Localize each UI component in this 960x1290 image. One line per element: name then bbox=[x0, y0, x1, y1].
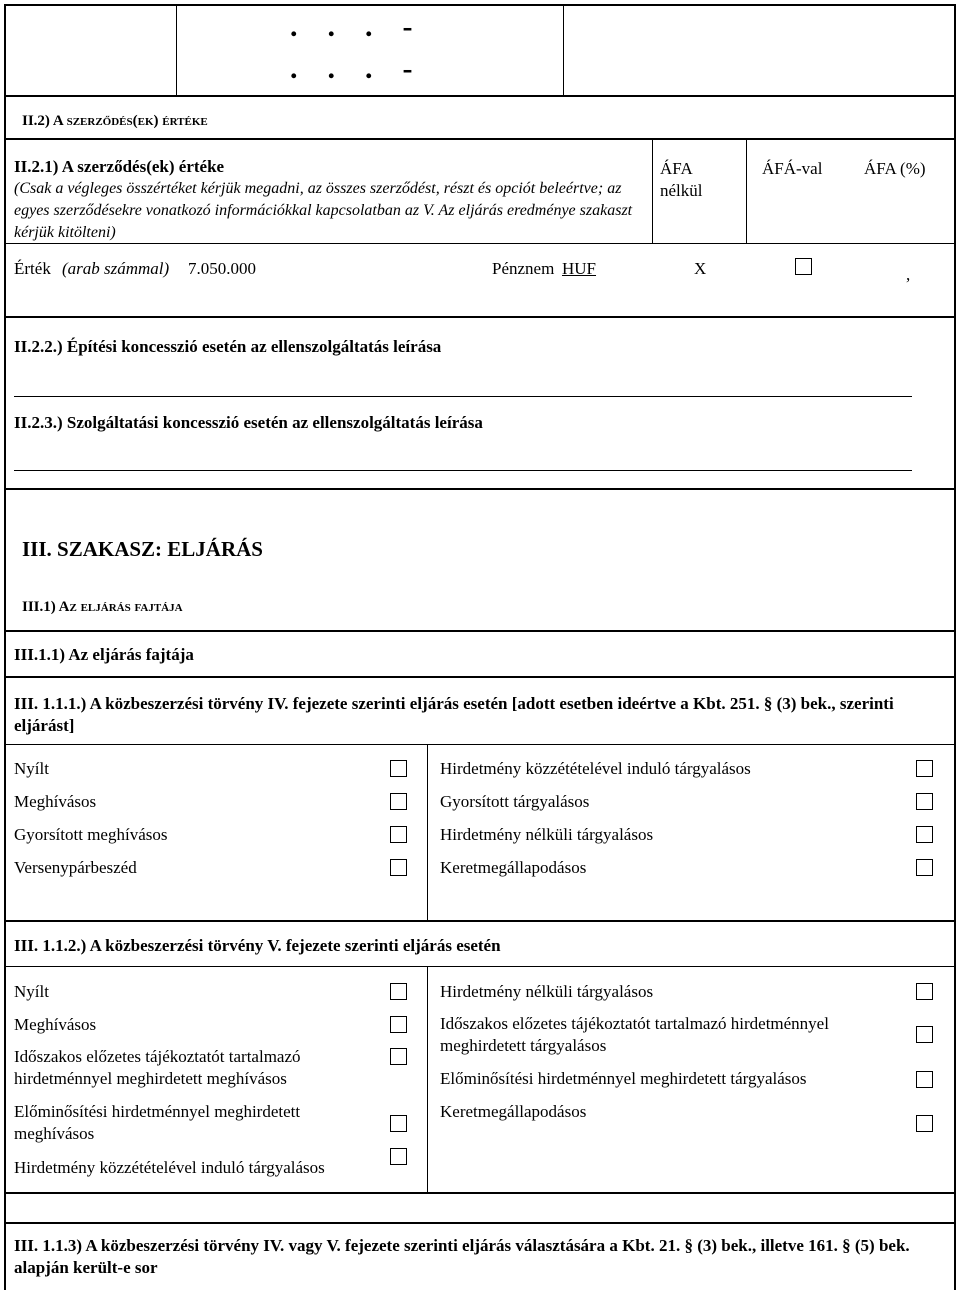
iv-right-checkbox-2[interactable] bbox=[916, 826, 933, 843]
v-left-label-3: Előminősítési hirdetménnyel meghirdetett meghívásos bbox=[14, 1102, 301, 1143]
v-right-label-0: Hirdetmény nélküli tárgyalásos bbox=[440, 982, 654, 1001]
top-box-bottom bbox=[4, 95, 956, 97]
frame-right bbox=[954, 4, 956, 1290]
section-iii-title: III. SZAKASZ: ELJÁRÁS bbox=[22, 537, 263, 561]
section-ii22-heading: II.2.2.) Építési koncesszió esetén az ellenszolgáltatás leírása bbox=[14, 337, 442, 356]
iii112-bottom-2 bbox=[4, 1222, 956, 1224]
top-box-divider-1 bbox=[176, 4, 177, 96]
iv-left-label-1: Meghívásos bbox=[14, 792, 97, 811]
iv-right-checkbox-0[interactable] bbox=[916, 760, 933, 777]
section-iii111-heading: III. 1.1.1.) A közbeszerzési törvény IV. fejezete szerinti eljárás esetén [adott esetben ideértve a Kbt. 251. § (3) bek., szerinti eljárást] bbox=[14, 694, 894, 735]
ii2-divider bbox=[4, 138, 956, 140]
iv-left-checkbox-1[interactable] bbox=[390, 793, 407, 810]
iv-right-label-0: Hirdetmény közzétételével induló tárgyalásos bbox=[440, 759, 751, 778]
section-iii1-title: III.1) Az eljárás fajtája bbox=[22, 599, 183, 615]
section-ii23-heading: II.2.3.) Szolgáltatási koncesszió esetén az ellenszolgáltatás leírása bbox=[14, 413, 483, 432]
afa-nelkul-mark[interactable]: X bbox=[694, 259, 707, 278]
iii112-col-divider bbox=[427, 966, 428, 1192]
section-iii11-heading: III.1.1) Az eljárás fajtája bbox=[14, 645, 194, 664]
iii112-bottom bbox=[4, 1192, 956, 1194]
ii23-answer-line[interactable] bbox=[14, 470, 912, 471]
col-afa-val: ÁFÁ-val bbox=[762, 159, 823, 178]
iv-right-label-3: Keretmegállapodásos bbox=[440, 858, 587, 877]
section-ii21-heading: II.2.1) A szerződés(ek) értéke bbox=[14, 157, 225, 176]
afa-val-checkbox[interactable] bbox=[795, 258, 812, 275]
ii22-answer-line[interactable] bbox=[14, 396, 912, 397]
ertek-value[interactable]: 7.050.000 bbox=[188, 259, 256, 278]
v-left-checkbox-4[interactable] bbox=[390, 1148, 407, 1165]
iv-left-checkbox-3[interactable] bbox=[390, 859, 407, 876]
v-right-checkbox-0[interactable] bbox=[916, 983, 933, 1000]
iv-left-checkbox-2[interactable] bbox=[390, 826, 407, 843]
ertek-hint: (arab számmal) bbox=[62, 259, 170, 278]
v-right-checkbox-2[interactable] bbox=[916, 1071, 933, 1088]
iii111-col-divider bbox=[427, 744, 428, 920]
top-box-divider-2 bbox=[563, 4, 564, 96]
iii111-divider bbox=[4, 744, 956, 745]
ii21-row-divider bbox=[4, 243, 956, 244]
iv-right-checkbox-3[interactable] bbox=[916, 859, 933, 876]
ii23-bottom bbox=[4, 488, 956, 490]
iii111-bottom bbox=[4, 920, 956, 922]
section-iii112-heading: III. 1.1.2.) A közbeszerzési törvény V. fejezete szerinti eljárás esetén bbox=[14, 936, 501, 955]
v-left-label-2: Időszakos előzetes tájékoztatót tartalmazó hirdetménnyel meghirdetett meghívásos bbox=[14, 1047, 301, 1088]
v-right-label-3: Keretmegállapodásos bbox=[440, 1102, 587, 1121]
iv-left-label-0: Nyílt bbox=[14, 759, 49, 778]
v-left-label-1: Meghívásos bbox=[14, 1015, 97, 1034]
iii112-divider bbox=[4, 966, 956, 967]
v-right-checkbox-1[interactable] bbox=[916, 1026, 933, 1043]
penznem-value[interactable]: HUF bbox=[562, 259, 597, 278]
v-left-checkbox-2[interactable] bbox=[390, 1048, 407, 1065]
frame-left bbox=[4, 4, 6, 1290]
iii1-divider bbox=[4, 630, 956, 632]
iv-left-checkbox-0[interactable] bbox=[390, 760, 407, 777]
v-left-label-4: Hirdetmény közzétételével induló tárgyalásos bbox=[14, 1158, 325, 1177]
ii21-col-divider-2 bbox=[746, 140, 747, 244]
v-right-label-2: Előminősítési hirdetménnyel meghirdetett tárgyalásos bbox=[440, 1069, 807, 1088]
iv-left-label-2: Gyorsított meghívásos bbox=[14, 825, 168, 844]
top-box-dots-2: . . . - bbox=[290, 52, 413, 85]
iv-right-checkbox-1[interactable] bbox=[916, 793, 933, 810]
v-left-checkbox-3[interactable] bbox=[390, 1115, 407, 1132]
section-ii21-note: (Csak a végleges összértéket kérjük megadni, az összes szerződést, részt és opciót beleértve; az egyes szerződésekre vonatkozó információkkal kapcsolatban az V. Az eljárás eredménye szakaszt kérjük kitölteni) bbox=[14, 180, 633, 241]
v-right-label-1: Időszakos előzetes tájékoztatót tartalmazó hirdetménnyel meghirdetett tárgyalásos bbox=[440, 1014, 829, 1055]
ertek-label: Érték bbox=[14, 259, 51, 278]
ii21-col-divider bbox=[652, 140, 653, 244]
afa-pct-value[interactable]: , bbox=[906, 265, 911, 284]
v-left-label-0: Nyílt bbox=[14, 982, 49, 1001]
v-left-checkbox-0[interactable] bbox=[390, 983, 407, 1000]
ii21-bottom bbox=[4, 316, 956, 318]
section-ii2-heading: II.2) A szerződés(ek) értéke bbox=[22, 113, 208, 129]
iii11-divider bbox=[4, 676, 956, 678]
iv-left-label-3: Versenypárbeszéd bbox=[14, 858, 137, 877]
iv-right-label-1: Gyorsított tárgyalásos bbox=[440, 792, 590, 811]
col-afa-nelkul: ÁFA nélkül bbox=[660, 159, 703, 200]
col-afa-pct: ÁFA (%) bbox=[864, 159, 926, 178]
section-iii113-heading: III. 1.1.3) A közbeszerzési törvény IV. vagy V. fejezete szerinti eljárás választására a Kbt. 21. § (3) bek., illetve 161. § (5) bek. alapján került-e sor bbox=[14, 1236, 910, 1277]
penznem-label: Pénznem bbox=[492, 259, 555, 278]
frame-top bbox=[4, 4, 956, 6]
iv-right-label-2: Hirdetmény nélküli tárgyalásos bbox=[440, 825, 654, 844]
v-left-checkbox-1[interactable] bbox=[390, 1016, 407, 1033]
top-box-dots-1: . . . - bbox=[290, 10, 413, 43]
v-right-checkbox-3[interactable] bbox=[916, 1115, 933, 1132]
